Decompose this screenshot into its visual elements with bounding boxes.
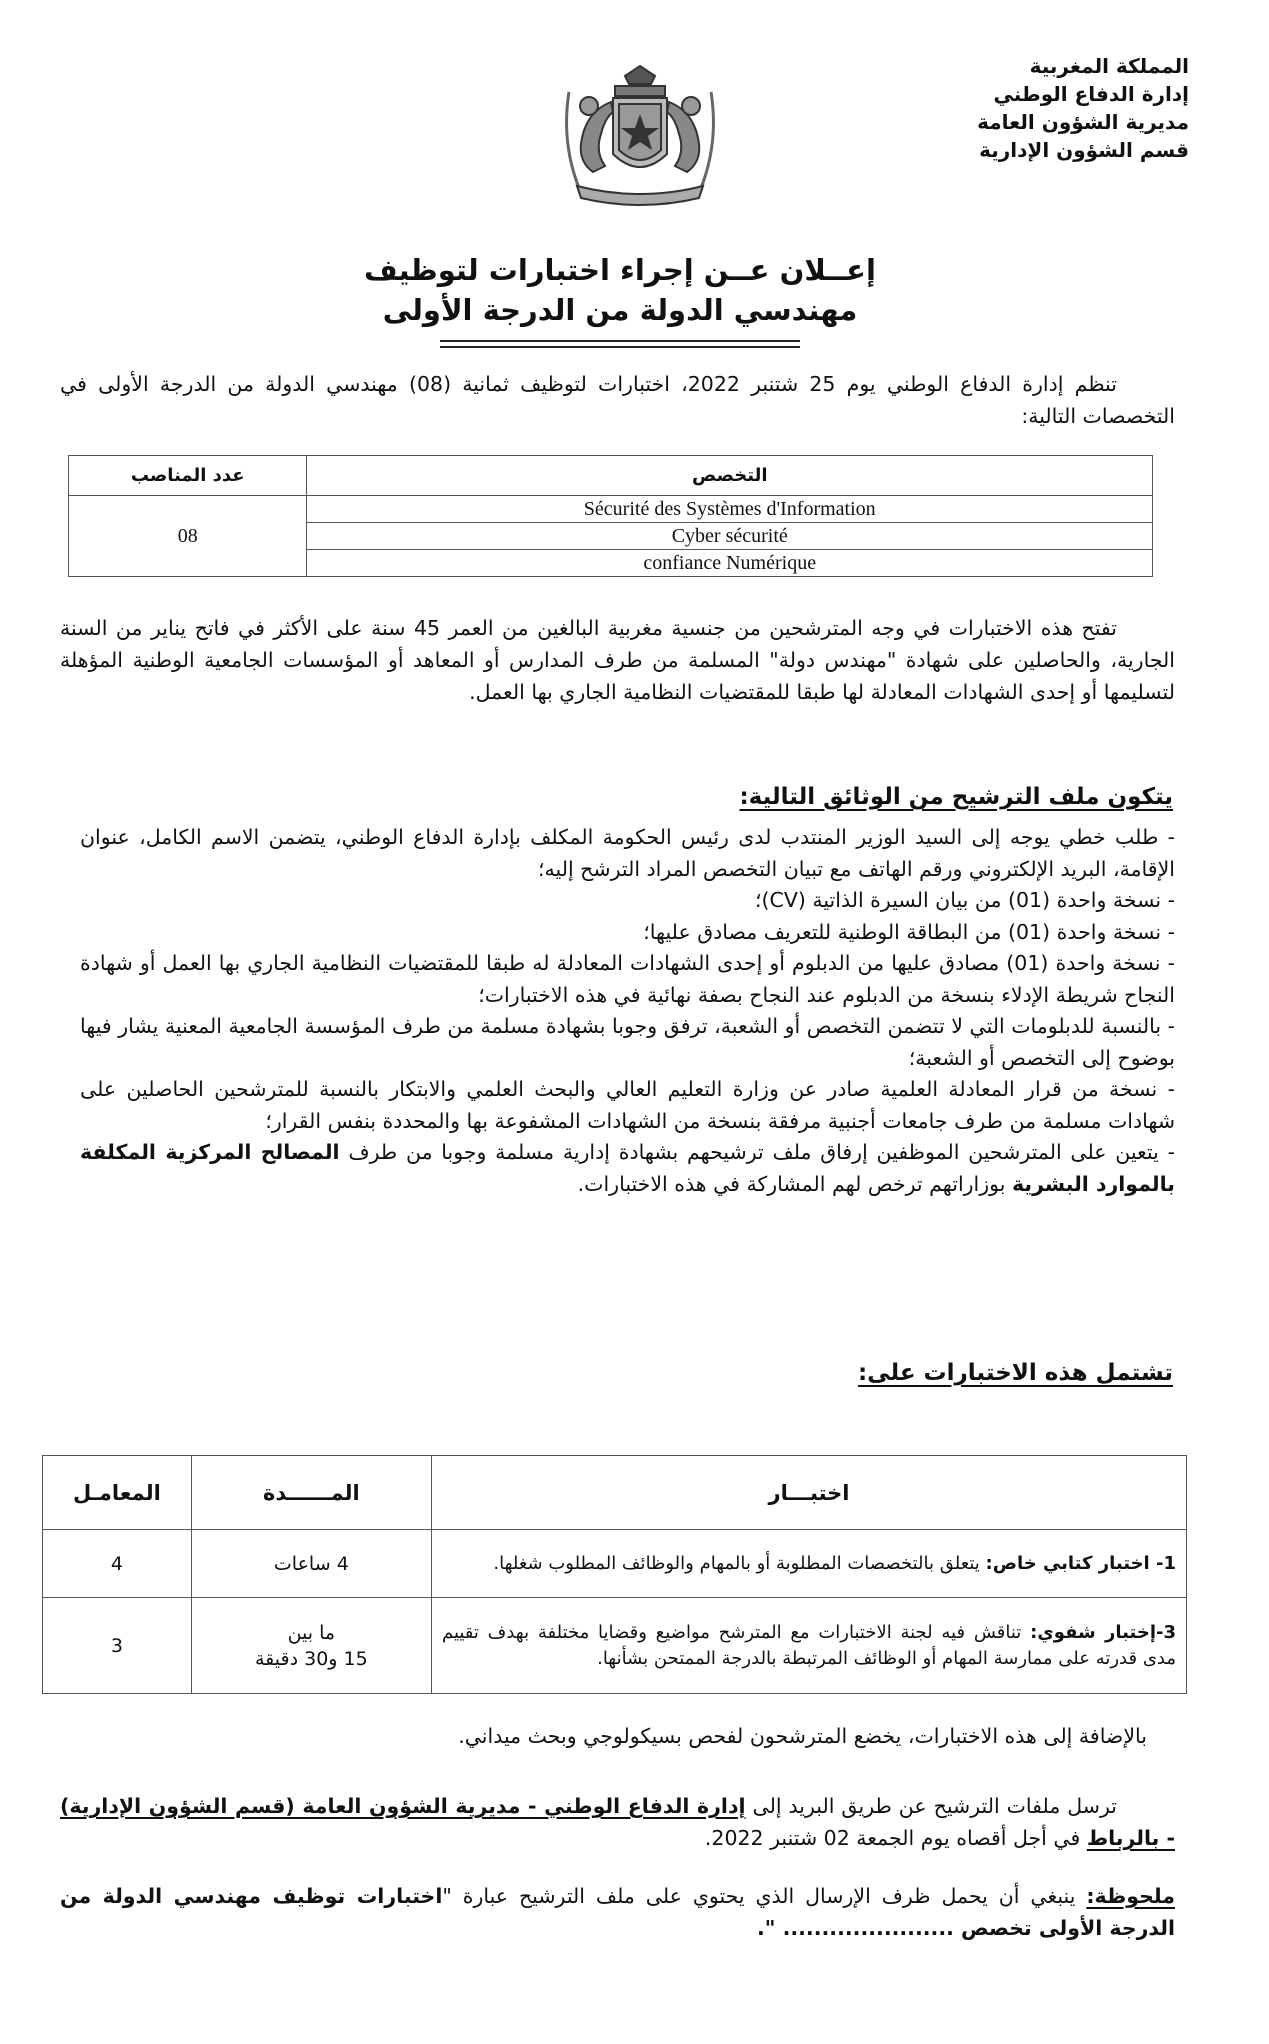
documents-heading: يتكون ملف الترشيح من الوثائق التالية: (739, 784, 1173, 810)
title-line-2: مهندسي الدولة من الدرجة الأولى (382, 293, 858, 327)
last-item-bold: المصالح المركزية المكلفة بالموارد البشرية (80, 1140, 1175, 1196)
note-label: ملحوظة: (1086, 1884, 1175, 1908)
exam-duration (191, 1598, 431, 1694)
duration-line-2: 15 و30 دقيقة (254, 1647, 368, 1670)
specialties-table (68, 455, 1153, 577)
last-item-end: بوزاراتهم ترخص لهم المشاركة في هذه الاختبارات. (577, 1171, 1006, 1196)
mailing-paragraph (60, 1790, 1175, 1854)
ministry-header (929, 52, 1189, 164)
eligibility-paragraph: تفتح هذه الاختبارات في وجه المترشحين من جنسية مغربية البالغين من العمر 45 سنة على الأكثر في فاتح يناير من السنة الجارية، والحاصلين على شهادة "مهندس دولة" المسلمة من طرف المدارس أو المعاهد أو المؤسسات الجامعية الوطنية المؤهلة لتسليمها أو إحدى الشهادات المعادلة لها طبقا للمقتضيات النظامية الجاري بها العمل. (60, 616, 1175, 704)
header-line-kingdom: المملكة المغربية (1029, 54, 1189, 78)
exams-heading: تشتمل هذه الاختبارات على: (857, 1360, 1173, 1386)
header-exam: اختبـــار (431, 1456, 1186, 1530)
exam-text: يتعلق بالتخصصات المطلوبة أو بالمهام والوظائف المطلوب شغلها. (493, 1552, 980, 1574)
specialty-row: Cyber sécurité (307, 523, 1153, 550)
table-row (43, 1598, 1187, 1694)
mailing-deadline: في أجل أقصاه يوم الجمعة 02 شتنبر 2022. (704, 1826, 1081, 1850)
post-count: 08 (69, 496, 307, 577)
table-row (43, 1530, 1187, 1598)
documents-list (80, 822, 1175, 1200)
duration-line-1: 4 ساعات (273, 1552, 349, 1575)
coat-of-arms-icon (555, 62, 725, 210)
exam-coefficient: 3 (43, 1598, 192, 1694)
title-underline (440, 340, 800, 342)
header-post-count: عدد المناصب (69, 456, 307, 496)
note-bold: اختبارات توظيف مهندسي الدولة من الدرجة الأولى تخصص ...................... ". (60, 1884, 1175, 1940)
exam-text: تناقش فيه لجنة الاختبارات مع المترشح مواضيع وقضايا مختلفة بهدف تقييم مدى قدرته على ممارسة المهام أو الوظائف المرتبطة بالدرجة الممتحن بشأنها. (441, 1621, 1176, 1669)
note-text: ينبغي أن يحمل ظرف الإرسال الذي يحتوي على ملف الترشيح عبارة " (442, 1884, 1076, 1908)
announcement-title (280, 250, 960, 330)
document-item: - نسخة من قرار المعادلة العلمية صادر عن وزارة التعليم العالي والبحث العلمي والابتكار بالنسبة للمترشحين الحاصلين على شهادات مسلمة من طرف جامعات أجنبية مرفقة بنسخة من الشهادات المشفوعة بها والمحددة بنفس القرار؛ (80, 1077, 1175, 1133)
exam-coefficient: 4 (43, 1530, 192, 1598)
header-line-division: قسم الشؤون الإدارية (979, 138, 1189, 162)
last-item-start: - يتعين على المترشحين الموظفين إرفاق ملف ترشيحهم بشهادة إدارية مسلمة وجوبا من طرف (348, 1140, 1175, 1164)
header-specialty: التخصص (307, 456, 1153, 496)
note-paragraph (60, 1880, 1175, 1944)
specialty-row: confiance Numérique (307, 550, 1153, 577)
title-line-1: إعــلان عــن إجراء اختبارات لتوظيف (364, 253, 876, 287)
mailing-address: إدارة الدفاع الوطني - مديرية الشؤون العامة (قسم الشؤون الإدارية) - بالرباط (60, 1794, 1175, 1850)
document-item-last (80, 1137, 1175, 1200)
header-line-administration: إدارة الدفاع الوطني (993, 82, 1189, 106)
mailing-start: ترسل ملفات الترشيح عن طريق البريد إلى (752, 1794, 1117, 1818)
exams-table (42, 1455, 1187, 1694)
document-item: - نسخة واحدة (01) مصادق عليها من الدبلوم أو إحدى الشهادات المعادلة له طبقا للمقتضيات النظامية الجاري بها العمل أو شهادة النجاح شريطة الإدلاء بنسخة من الدبلوم عند النجاح بصفة نهائية في هذه الاختبارات؛ (80, 951, 1175, 1007)
header-duration: المــــــدة (191, 1456, 431, 1530)
document-item: - طلب خطي يوجه إلى السيد الوزير المنتدب لدى رئيس الحكومة المكلف بإدارة الدفاع الوطني، يتضمن الاسم الكامل، عنوان الإقامة، البريد الإلكتروني ورقم الهاتف مع تبيان التخصص المراد الترشح إليه؛ (80, 825, 1175, 881)
psych-paragraph: بالإضافة إلى هذه الاختبارات، يخضع المترشحون لفحص بسيكولوجي وبحث ميداني. (458, 1724, 1147, 1748)
header-line-directorate: مديرية الشؤون العامة (977, 110, 1189, 134)
exam-name: 1- اختبار كتابي خاص: (985, 1552, 1176, 1574)
intro-paragraph: تنظم إدارة الدفاع الوطني يوم 25 شتنبر 2022، اختبارات لتوظيف ثمانية (08) مهندسي الدولة من الدرجة الأولى في التخصصات التالية: (60, 372, 1175, 428)
duration-line-1: ما بين (287, 1621, 336, 1644)
exam-name: 3-إختبار شفوي: (1030, 1621, 1176, 1643)
document-item: - نسخة واحدة (01) من البطاقة الوطنية للتعريف مصادق عليها؛ (643, 919, 1175, 944)
exam-description (431, 1598, 1186, 1694)
document-item: - بالنسبة للدبلومات التي لا تتضمن التخصص أو الشعبة، ترفق وجوبا بشهادة مسلمة من طرف المؤسسة الجامعية المعنية يشار فيها بوضوح إلى التخصص أو الشعبة؛ (80, 1014, 1175, 1070)
header-coefficient: المعامـل (43, 1456, 192, 1530)
document-item: - نسخة واحدة (01) من بيان السيرة الذاتية (CV)؛ (755, 888, 1175, 912)
exam-description (431, 1530, 1186, 1598)
title-underline-2 (440, 346, 800, 348)
exam-duration (191, 1530, 431, 1598)
specialty-row: Sécurité des Systèmes d'Information (307, 496, 1153, 523)
